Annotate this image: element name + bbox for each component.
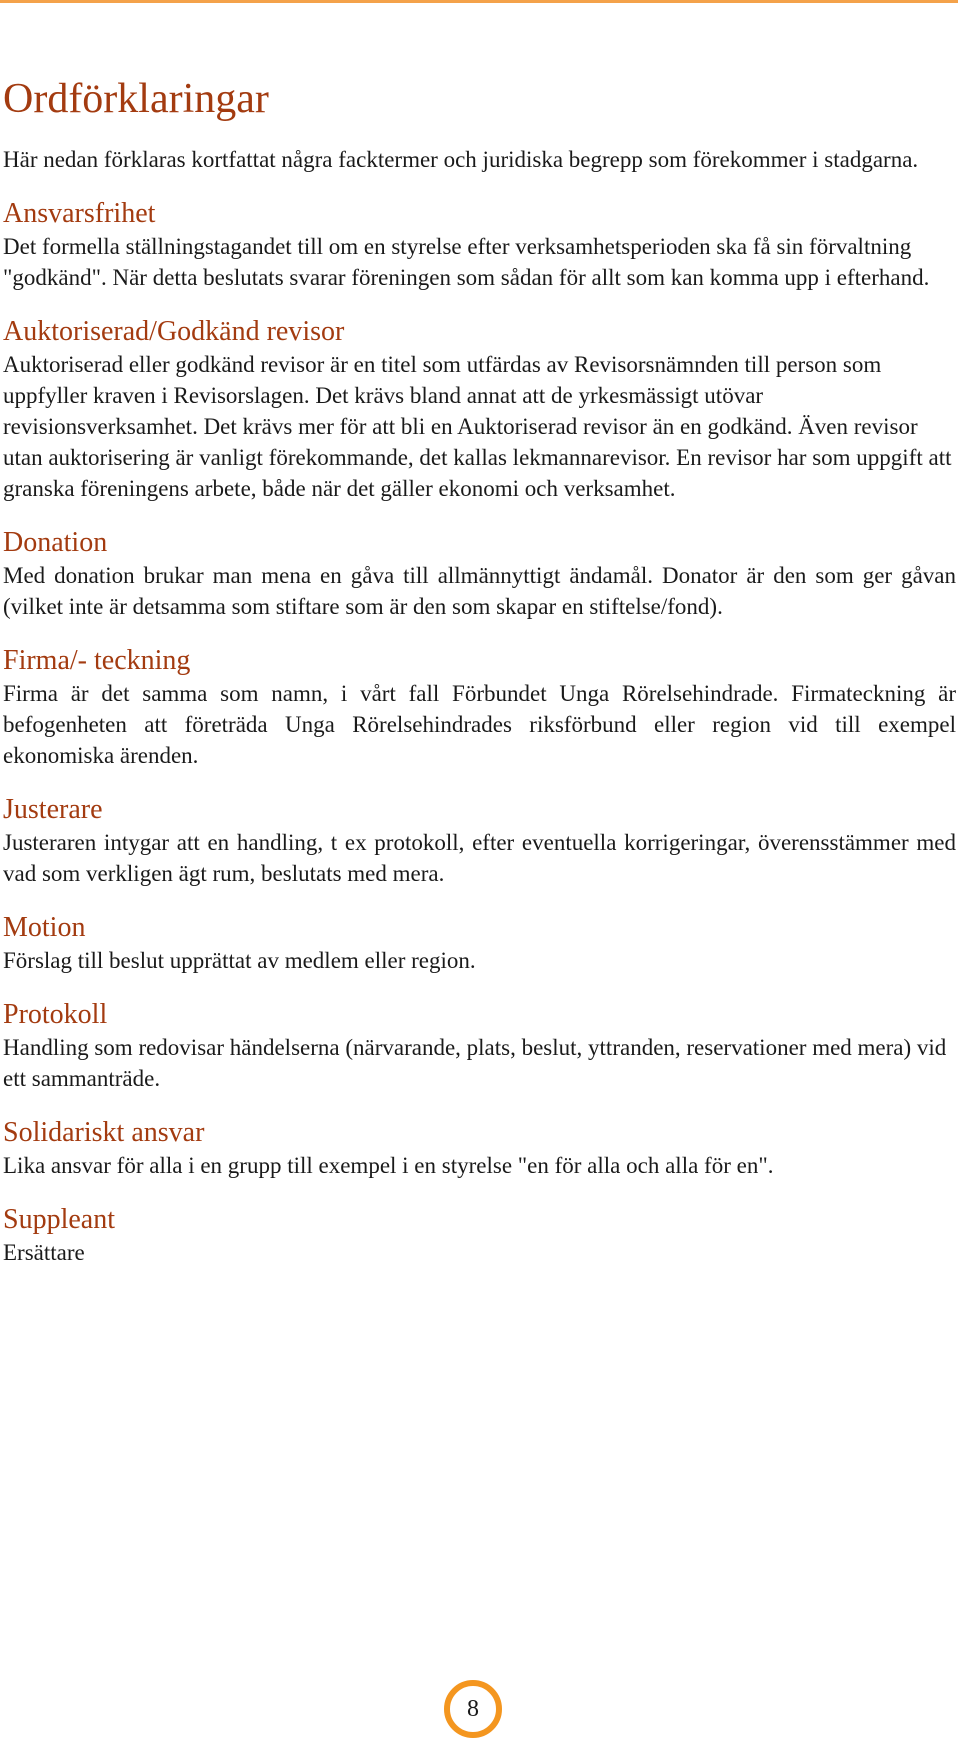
term-definition: Med donation brukar man mena en gåva till allmännyttigt ändamål. Donator är den som ger gåvan (vilket inte är detsamma som stiftare som är den som skapar en stiftelse/fond). [3, 563, 956, 619]
term-definition: Firma är det samma som namn, i vårt fall Förbundet Unga Rörelsehindrade. Firmateckning är befogenheten att företräda Unga Rörelsehindrades riksförbund eller region vid till exempel ekonomiska ärenden. [3, 681, 956, 768]
page-title: Ordförklaringar [3, 76, 269, 122]
term-heading: Protokoll [3, 999, 108, 1030]
term-entry-ansvarsfrihet [3, 197, 956, 293]
term-entry-donation [3, 526, 956, 622]
term-definition: Lika ansvar för alla i en grupp till exempel i en styrelse "en för alla och alla för en". [3, 1153, 774, 1178]
top-divider [0, 0, 958, 3]
page-number: 8 [467, 1695, 479, 1722]
document-body [3, 70, 956, 1290]
term-heading: Ansvarsfrihet [3, 198, 156, 229]
term-heading: Donation [3, 527, 108, 558]
term-definition: Justeraren intygar att en handling, t ex protokoll, efter eventuella korrigeringar, överensstämmer med vad som verkligen ägt rum, beslutats med mera. [3, 830, 956, 886]
term-entry-firmateckning [3, 644, 956, 771]
term-definition: Ersättare [3, 1240, 85, 1265]
term-definition: Auktoriserad eller godkänd revisor är en titel som utfärdas av Revisorsnämnden till person som uppfyller kraven i Revisorslagen. Det krävs bland annat att de yrkesmässigt utövar revisionsverksamhet. Det krävs mer för att bli en Auktoriserad revisor än en godkänd. Även revisor utan auktorisering är vanligt förekommande, det kallas lekmannarevisor. En revisor har som uppgift att granska föreningens arbete, både när det gäller ekonomi och verksamhet. [3, 352, 952, 501]
term-entry-auktoriserad-revisor [3, 315, 956, 504]
term-heading: Auktoriserad/Godkänd revisor [3, 316, 345, 347]
term-entry-motion [3, 911, 956, 976]
term-entry-protokoll [3, 998, 956, 1094]
term-definition: Det formella ställningstagandet till om en styrelse efter verksamhetsperioden ska få sin förvaltning "godkänd". När detta beslutats svarar föreningen som sådan för allt som kan komma upp i efterhand. [3, 234, 930, 290]
page-number-badge [444, 1680, 502, 1738]
term-heading: Motion [3, 912, 86, 943]
intro-paragraph: Här nedan förklaras kortfattat några facktermer och juridiska begrepp som förekommer i stadgarna. [3, 147, 919, 172]
term-heading: Solidariskt ansvar [3, 1117, 205, 1148]
term-definition: Handling som redovisar händelserna (närvarande, plats, beslut, yttranden, reservationer med mera) vid ett sammanträde. [3, 1035, 947, 1091]
term-entry-justerare [3, 793, 956, 889]
term-entry-suppleant [3, 1203, 956, 1268]
term-definition: Förslag till beslut upprättat av medlem eller region. [3, 948, 476, 973]
term-heading: Justerare [3, 794, 103, 825]
term-entry-solidariskt-ansvar [3, 1116, 956, 1181]
term-heading: Firma/- teckning [3, 645, 191, 676]
term-heading: Suppleant [3, 1204, 115, 1235]
